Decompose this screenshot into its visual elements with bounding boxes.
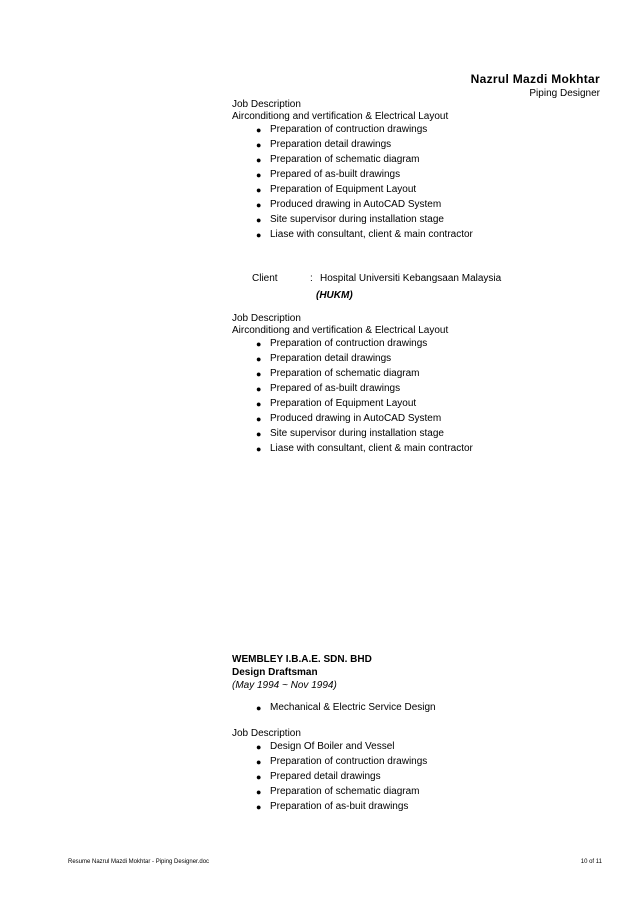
bullet-icon: ● bbox=[256, 757, 262, 767]
bullet-icon: ● bbox=[256, 772, 262, 782]
bullet-icon: ● bbox=[256, 384, 262, 394]
list-item: ● Preparation of contruction drawings bbox=[256, 338, 428, 349]
list-item: ● Preparation detail drawings bbox=[256, 353, 392, 364]
footer-filename: Resume Nazrul Mazdi Mokhtar - Piping Designer.doc bbox=[68, 859, 210, 865]
client-label: Client bbox=[252, 273, 278, 284]
job-scope: Airconditiong and vertification & Electrical Layout bbox=[232, 325, 449, 336]
list-item: ● Site supervisor during installation stage bbox=[256, 214, 444, 225]
bullet-icon: ● bbox=[256, 125, 262, 135]
bullet-icon: ● bbox=[256, 354, 262, 364]
job-section-3 bbox=[232, 653, 612, 815]
job-description-label: Job Description bbox=[232, 313, 301, 324]
job-scope: Airconditiong and vertification & Electrical Layout bbox=[232, 111, 449, 122]
duty-list bbox=[232, 740, 612, 815]
client-name: Hospital Universiti Kebangsaan Malaysia bbox=[320, 273, 502, 284]
service-list bbox=[232, 701, 612, 716]
list-item: ● Liase with consultant, client & main contractor bbox=[256, 443, 473, 454]
bullet-icon: ● bbox=[256, 369, 262, 379]
bullet-icon: ● bbox=[256, 170, 262, 180]
list-item: ● Preparation of Equipment Layout bbox=[256, 398, 417, 409]
list-item: ● Site supervisor during installation stage bbox=[256, 428, 444, 439]
list-item: ● Design Of Boiler and Vessel bbox=[256, 741, 395, 752]
job-section-1 bbox=[232, 99, 612, 243]
duty-list bbox=[232, 337, 612, 457]
bullet-icon: ● bbox=[256, 414, 262, 424]
list-item: ● Liase with consultant, client & main contractor bbox=[256, 229, 473, 240]
bullet-icon: ● bbox=[256, 155, 262, 165]
job-description-label: Job Description bbox=[232, 728, 301, 739]
client-abbreviation: (HUKM) bbox=[316, 290, 353, 301]
list-item: ● Produced drawing in AutoCAD System bbox=[256, 413, 442, 424]
employment-period: (May 1994 ~ Nov 1994) bbox=[232, 680, 337, 691]
bullet-icon: ● bbox=[256, 339, 262, 349]
list-item: ● Preparation of schematic diagram bbox=[256, 786, 420, 797]
bullet-icon: ● bbox=[256, 230, 262, 240]
job-section-2 bbox=[232, 313, 612, 457]
list-item: ● Prepared of as-built drawings bbox=[256, 169, 401, 180]
list-item: ● Preparation detail drawings bbox=[256, 139, 392, 150]
list-item: ● Produced drawing in AutoCAD System bbox=[256, 199, 442, 210]
list-item: ● Preparation of Equipment Layout bbox=[256, 184, 417, 195]
bullet-icon: ● bbox=[256, 200, 262, 210]
position-title: Design Draftsman bbox=[232, 667, 318, 678]
company-name: WEMBLEY I.B.A.E. SDN. BHD bbox=[232, 654, 372, 665]
bullet-icon: ● bbox=[256, 742, 262, 752]
client-colon: : bbox=[310, 273, 313, 284]
list-item: ● Prepared of as-built drawings bbox=[256, 383, 401, 394]
bullet-icon: ● bbox=[256, 399, 262, 409]
list-item: ● Preparation of contruction drawings bbox=[256, 124, 428, 135]
list-item: ● Preparation of schematic diagram bbox=[256, 154, 420, 165]
list-item: ● Mechanical & Electric Service Design bbox=[256, 702, 436, 713]
candidate-role: Piping Designer bbox=[529, 88, 600, 99]
list-item: ● Preparation of contruction drawings bbox=[256, 756, 428, 767]
bullet-icon: ● bbox=[256, 185, 262, 195]
list-item: ● Preparation of schematic diagram bbox=[256, 368, 420, 379]
bullet-icon: ● bbox=[256, 429, 262, 439]
candidate-name: Nazrul Mazdi Mokhtar bbox=[470, 72, 600, 86]
bullet-icon: ● bbox=[256, 787, 262, 797]
list-item: ● Preparation of as-buit drawings bbox=[256, 801, 409, 812]
duty-list bbox=[232, 123, 612, 243]
job-description-label: Job Description bbox=[232, 99, 301, 110]
footer-page-number: 10 of 11 bbox=[580, 859, 602, 865]
bullet-icon: ● bbox=[256, 444, 262, 454]
bullet-icon: ● bbox=[256, 215, 262, 225]
bullet-icon: ● bbox=[256, 802, 262, 812]
list-item: ● Prepared detail drawings bbox=[256, 771, 381, 782]
bullet-icon: ● bbox=[256, 140, 262, 150]
bullet-icon: ● bbox=[256, 703, 262, 713]
